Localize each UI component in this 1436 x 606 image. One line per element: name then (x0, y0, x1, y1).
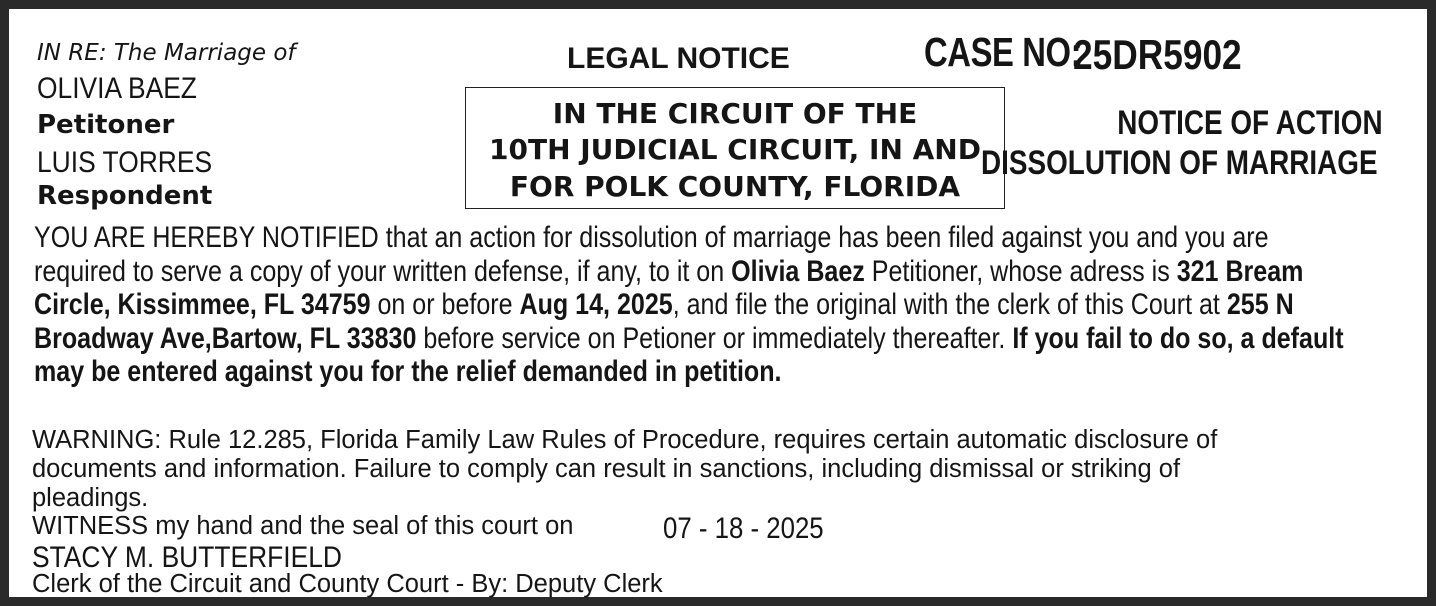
body-line (34, 255, 1403, 289)
petitioner-name-inline: Olivia Baez (731, 254, 865, 288)
warning-line: pleadings. (32, 484, 149, 512)
witness-date: 07 - 18 - 2025 (663, 512, 824, 545)
clerk-name: STACY M. BUTTERFIELD (32, 541, 342, 574)
body-text: required to serve a copy of your written defense, if any, to it on (34, 254, 732, 288)
court-address: 255 N (1226, 288, 1294, 321)
case-number-label: CASE NO: (924, 29, 1082, 75)
body-line (34, 221, 1403, 255)
legal-notice-heading: LEGAL NOTICE (567, 42, 790, 75)
warning-line: WARNING: Rule 12.285, Florida Family Law Rules of Procedure, requires certain automatic disclosure of (32, 426, 1218, 454)
witness-statement: WITNESS my hand and the seal of this court on (32, 512, 574, 540)
body-text: YOU ARE HEREBY NOTIFIED that an action for dissolution of marriage has been filed against you and you are (34, 221, 1269, 254)
court-box (465, 87, 1005, 209)
court-line: 10TH JUDICIAL CIRCUIT, IN AND (489, 133, 981, 166)
body-text: on or before (370, 288, 520, 321)
notice-title-action: NOTICE OF ACTION (1117, 104, 1383, 142)
warning-block (32, 426, 1217, 513)
notice-body (34, 221, 1403, 389)
petitioner-role-label: Petitoner (37, 110, 175, 140)
case-number: 25DR5902 (1073, 31, 1242, 78)
default-warning: may be entered against you for the relief demanded in petition. (34, 355, 782, 388)
body-text: before service on Petioner or immediately thereafter. (416, 321, 1013, 355)
body-line (34, 288, 1403, 322)
respondent-role-label: Respondent (37, 181, 213, 211)
court-line: IN THE CIRCUIT OF THE (552, 97, 918, 130)
clerk-title: Clerk of the Circuit and County Court - By: Deputy Clerk (32, 570, 663, 598)
response-deadline: Aug 14, 2025 (519, 288, 673, 321)
court-address: Broadway Ave,Bartow, FL 33830 (34, 321, 417, 355)
default-warning: If you fail to do so, a default (1012, 321, 1344, 355)
notice-title-dissolution: DISSOLUTION OF MARRIAGE (981, 144, 1378, 182)
body-text: Petitioner, whose adress is (864, 254, 1177, 288)
petitioner-address: 321 Bream (1176, 254, 1304, 288)
petitioner-name: OLIVIA BAEZ (37, 72, 197, 105)
in-re-caption: IN RE: The Marriage of (37, 40, 296, 66)
court-line: FOR POLK COUNTY, FLORIDA (509, 170, 961, 203)
body-text: , and file the original with the clerk of this Court at (672, 288, 1227, 321)
body-line (34, 322, 1403, 356)
petitioner-address: Circle, Kissimmee, FL 34759 (34, 288, 371, 321)
respondent-name: LUIS TORRES (37, 146, 213, 179)
warning-line: documents and information. Failure to comply can result in sanctions, including dismissal or striking of (32, 455, 1181, 483)
